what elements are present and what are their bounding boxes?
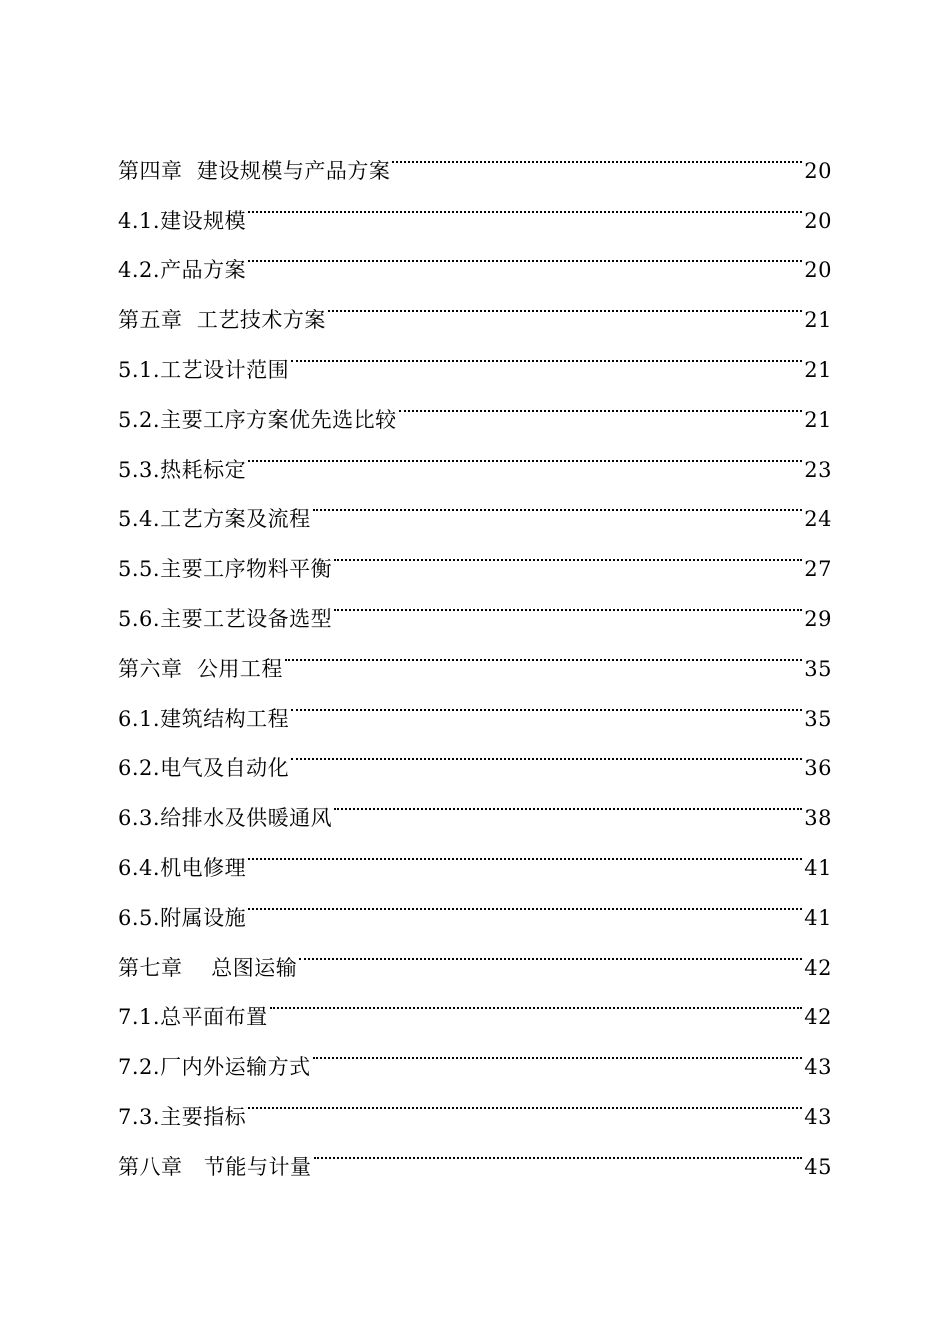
toc-entry-title: 7.3.主要指标	[118, 1104, 247, 1129]
toc-entry-title: 5.2.主要工序方案优先选比较	[118, 407, 397, 432]
toc-dot-leader	[299, 925, 802, 975]
toc-dot-leader	[248, 427, 802, 477]
toc-entry-page: 45	[804, 1154, 832, 1179]
toc-dot-leader	[328, 277, 802, 327]
toc-entry-page: 20	[804, 158, 832, 183]
toc-entry-page: 35	[804, 706, 832, 731]
toc-entry-page: 38	[804, 806, 832, 831]
toc-dot-leader	[291, 726, 802, 776]
toc-dot-leader	[248, 228, 802, 278]
toc-entry-title: 6.4.机电修理	[118, 855, 247, 880]
toc-entry-page: 41	[804, 855, 832, 880]
toc-dot-leader	[248, 1074, 802, 1124]
toc-entry-page: 42	[804, 1005, 832, 1030]
toc-dot-leader	[270, 975, 803, 1025]
toc-entry[interactable]	[118, 128, 832, 183]
toc-entry-title: 第八章 节能与计量	[118, 1154, 312, 1179]
toc-entry-title: 5.3.热耗标定	[118, 457, 247, 482]
toc-entry-title: 4.1.建设规模	[118, 208, 247, 233]
toc-entry-page: 43	[804, 1055, 832, 1080]
toc-entry-page: 24	[804, 507, 832, 532]
toc-dot-leader	[334, 775, 802, 825]
toc-entry-page: 42	[804, 955, 832, 980]
toc-entry-title: 5.4.工艺方案及流程	[118, 507, 311, 532]
toc-entry-page: 41	[804, 905, 832, 930]
toc-entry-page: 23	[804, 457, 832, 482]
toc-entry-page: 35	[804, 656, 832, 681]
toc-dot-leader	[248, 825, 802, 875]
toc-dot-leader	[248, 875, 802, 925]
toc-entry-title: 6.1.建筑结构工程	[118, 706, 290, 731]
toc-dot-leader	[314, 1124, 803, 1174]
toc-entry-title: 7.1.总平面布置	[118, 1005, 268, 1030]
toc-entry-page: 20	[804, 208, 832, 233]
toc-entry-page: 21	[804, 407, 832, 432]
toc-entry-title: 第五章 工艺技术方案	[118, 308, 326, 333]
toc-entry-page: 29	[804, 606, 832, 631]
toc-dot-leader	[392, 128, 802, 178]
toc-entry-title: 5.1.工艺设计范围	[118, 357, 290, 382]
toc-entry-title: 6.3.给排水及供暖通风	[118, 806, 333, 831]
toc-dot-leader	[291, 327, 802, 377]
toc-dot-leader	[313, 1024, 803, 1074]
toc-entry-page: 21	[804, 357, 832, 382]
toc-entry-title: 第七章 总图运输	[118, 955, 298, 980]
toc-dot-leader	[313, 477, 803, 527]
toc-entry-page: 21	[804, 308, 832, 333]
toc-entry-title: 5.5.主要工序物料平衡	[118, 557, 333, 582]
toc-entry-page: 27	[804, 557, 832, 582]
toc-entry-page: 43	[804, 1104, 832, 1129]
toc-dot-leader	[248, 178, 802, 228]
toc-dot-leader	[334, 526, 802, 576]
toc-entry-page: 36	[804, 756, 832, 781]
table-of-contents	[118, 128, 832, 1179]
toc-dot-leader	[334, 576, 802, 626]
toc-dot-leader	[291, 676, 802, 726]
toc-entry-title: 6.2.电气及自动化	[118, 756, 290, 781]
toc-entry-page: 20	[804, 258, 832, 283]
toc-entry-title: 5.6.主要工艺设备选型	[118, 606, 333, 631]
toc-entry-title: 7.2.厂内外运输方式	[118, 1055, 311, 1080]
toc-dot-leader	[399, 377, 803, 427]
toc-entry-title: 第四章 建设规模与产品方案	[118, 158, 391, 183]
toc-entry-title: 6.5.附属设施	[118, 905, 247, 930]
toc-entry-title: 第六章 公用工程	[118, 656, 283, 681]
toc-dot-leader	[285, 626, 802, 676]
toc-entry-title: 4.2.产品方案	[118, 258, 247, 283]
